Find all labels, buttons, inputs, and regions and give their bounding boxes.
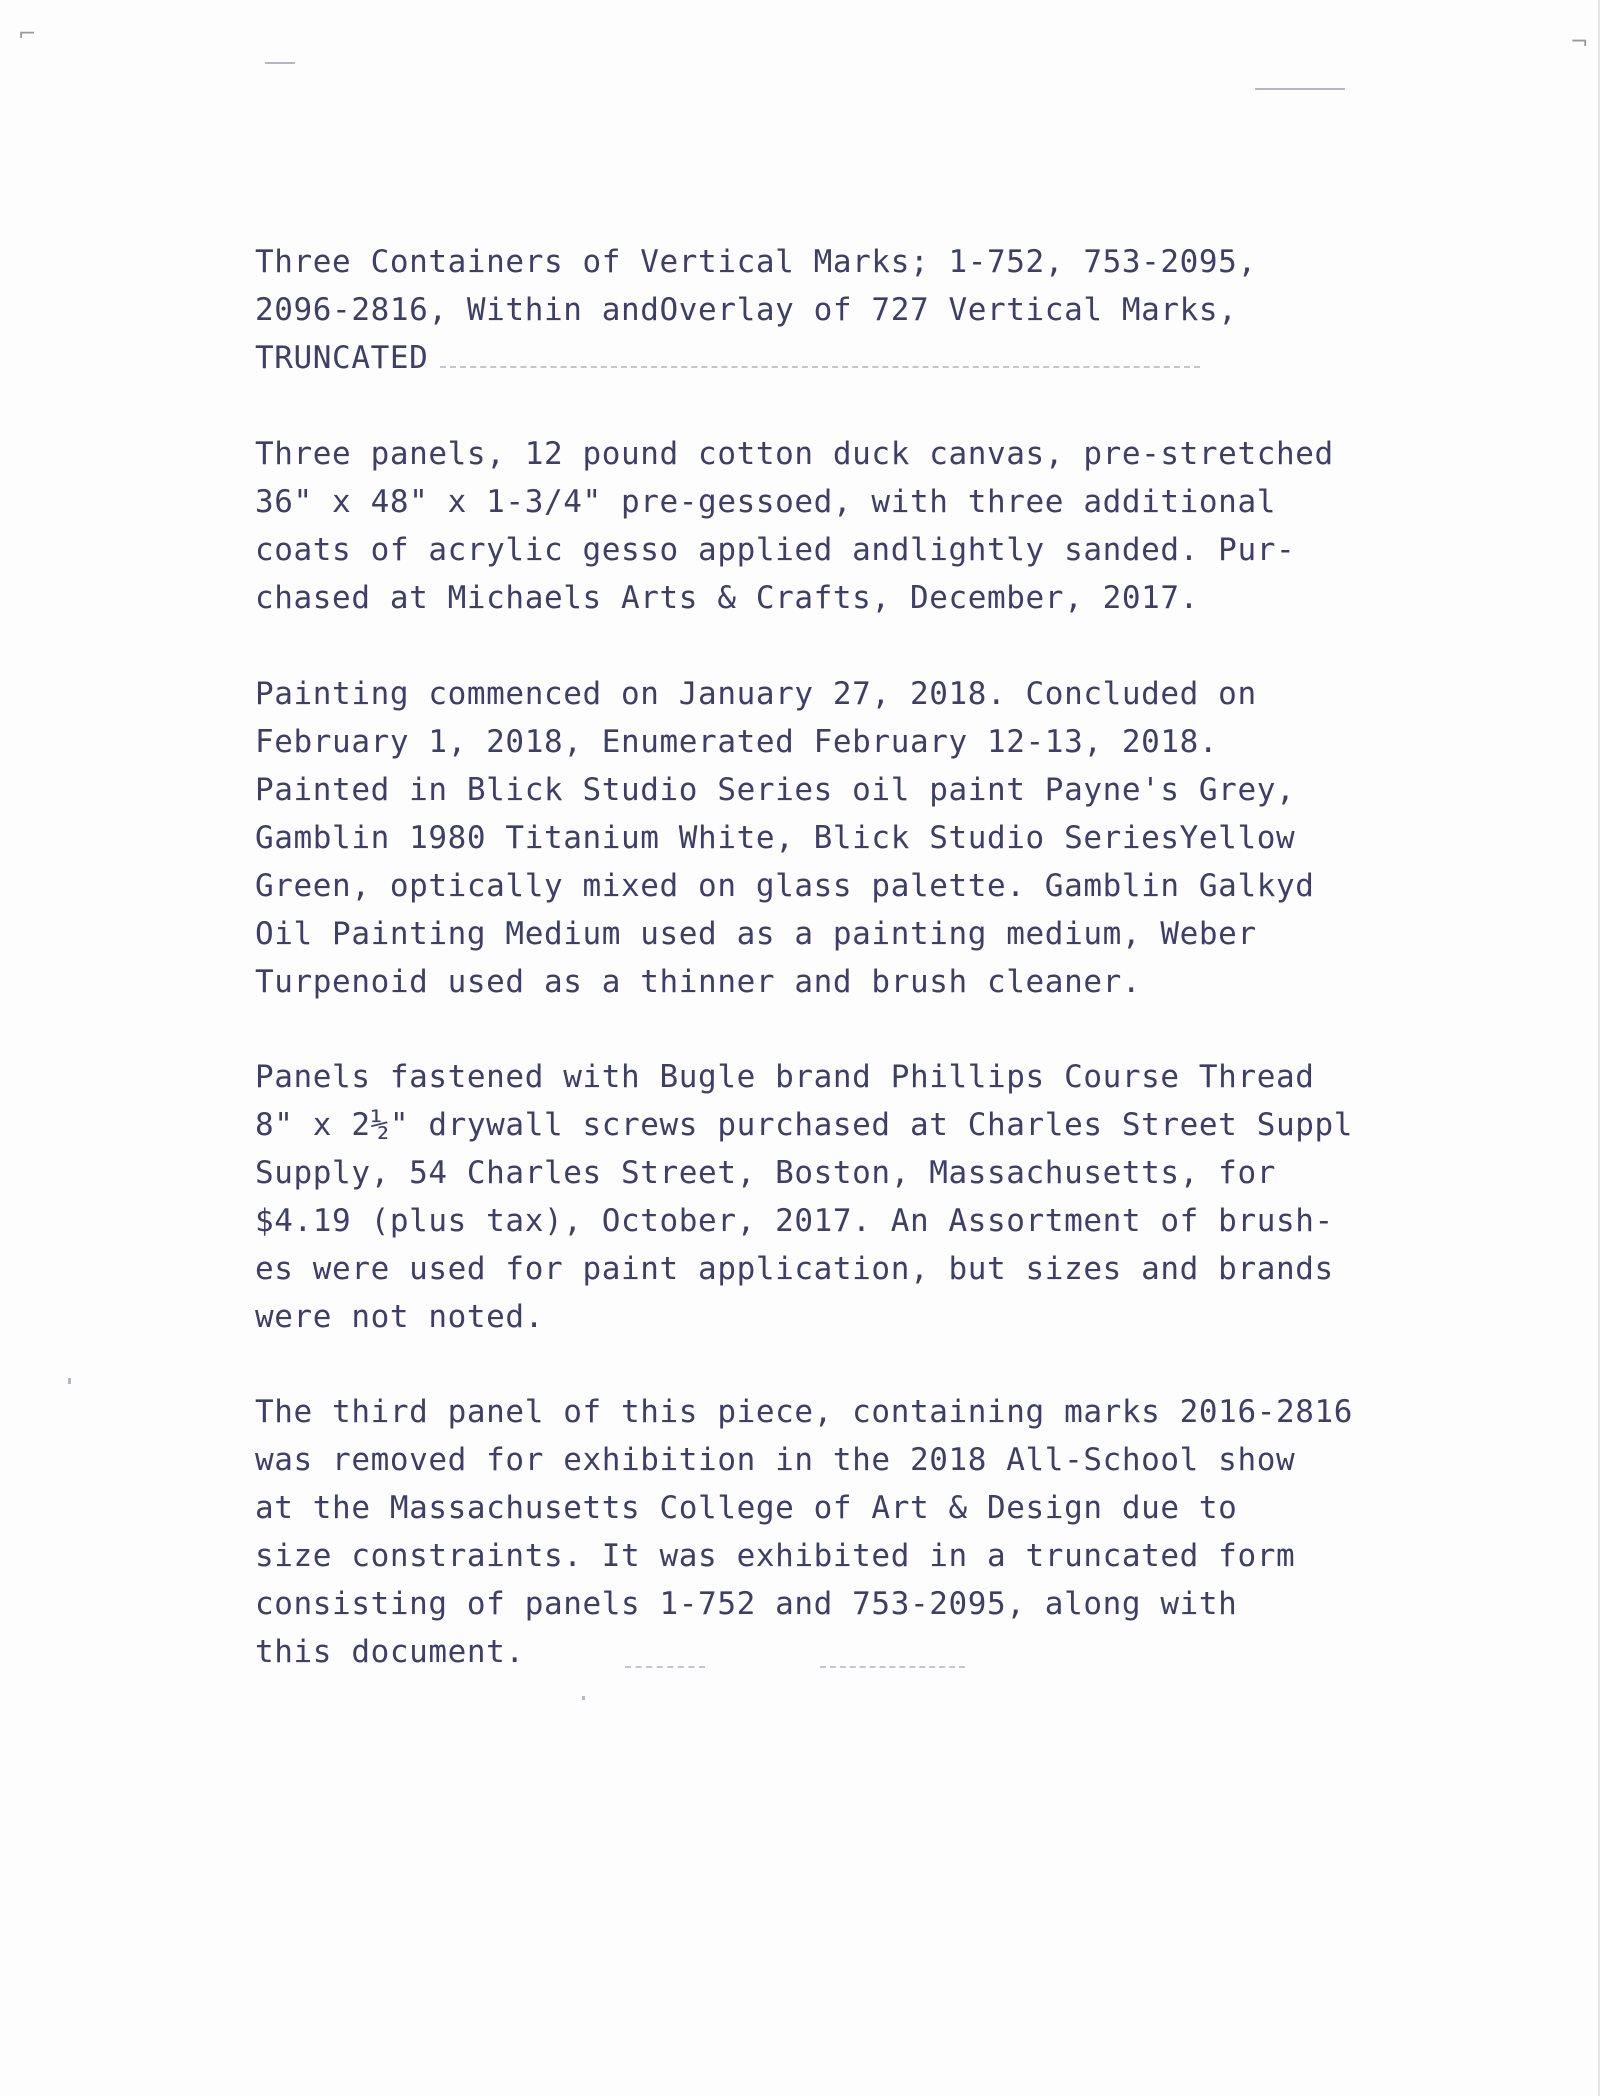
stray-mark: [265, 62, 295, 64]
paragraph-line: Painted in Blick Studio Series oil paint Payne's Grey,: [255, 772, 1296, 808]
paragraph-line: consisting of panels 1-752 and 753-2095, along with: [255, 1586, 1238, 1622]
paragraph-line: Supply, 54 Charles Street, Boston, Massachusetts, for: [255, 1155, 1276, 1191]
paragraph-line: Green, optically mixed on glass palette. Gamblin Galkyd: [255, 868, 1315, 904]
document-title: [255, 238, 1395, 382]
painting-process-paragraph: [255, 670, 1395, 1006]
paragraph-line: $4.19 (plus tax), October, 2017. An Assortment of brush-: [255, 1203, 1334, 1239]
typed-underline: [440, 366, 1200, 368]
paragraph-line: was removed for exhibition in the 2018 All-School show: [255, 1442, 1296, 1478]
paragraph-line: Panels fastened with Bugle brand Phillips Course Thread: [255, 1059, 1315, 1095]
title-line: TRUNCATED: [255, 340, 429, 376]
title-line: Three Containers of Vertical Marks; 1-752, 753-2095,: [255, 244, 1257, 280]
typed-underline: [625, 1666, 705, 1668]
paragraph-line: Oil Painting Medium used as a painting medium, Weber: [255, 916, 1257, 952]
scan-mark-top-left: ⌐: [18, 22, 37, 47]
paragraph-line: coats of acrylic gesso applied andlightly sanded. Pur-: [255, 532, 1296, 568]
materials-paragraph: [255, 430, 1395, 622]
paragraph-line: 36" x 48" x 1-3/4" pre-gessoed, with three additional: [255, 484, 1276, 520]
stray-mark: [68, 1378, 71, 1384]
scan-mark-top-right: ¬: [1570, 30, 1589, 55]
paragraph-line: Three panels, 12 pound cotton duck canvas, pre-stretched: [255, 436, 1334, 472]
paragraph-line: at the Massachusetts College of Art & Design due to: [255, 1490, 1238, 1526]
paragraph-line: were not noted.: [255, 1299, 544, 1335]
paragraph-line: size constraints. It was exhibited in a truncated form: [255, 1538, 1296, 1574]
paragraph-line: February 1, 2018, Enumerated February 12-13, 2018.: [255, 724, 1219, 760]
paragraph-line: 8" x 2½" drywall screws purchased at Charles Street Suppl: [255, 1107, 1354, 1143]
paragraph-line: The third panel of this piece, containing marks 2016-2816: [255, 1394, 1354, 1430]
paragraph-line: Painting commenced on January 27, 2018. Concluded on: [255, 676, 1257, 712]
exhibition-paragraph: [255, 1388, 1395, 1676]
fastening-paragraph: [255, 1053, 1395, 1341]
stray-mark: [582, 1696, 585, 1700]
paragraph-line: this document.: [255, 1634, 525, 1670]
paragraph-line: Turpenoid used as a thinner and brush cleaner.: [255, 964, 1142, 1000]
stray-mark: [1255, 88, 1345, 90]
paragraph-line: Gamblin 1980 Titanium White, Blick Studio SeriesYellow: [255, 820, 1296, 856]
paragraph-line: chased at Michaels Arts & Crafts, December, 2017.: [255, 580, 1199, 616]
typed-underline: [820, 1666, 965, 1668]
title-line: 2096-2816, Within andOverlay of 727 Vertical Marks,: [255, 292, 1238, 328]
paragraph-line: es were used for paint application, but sizes and brands: [255, 1251, 1334, 1287]
